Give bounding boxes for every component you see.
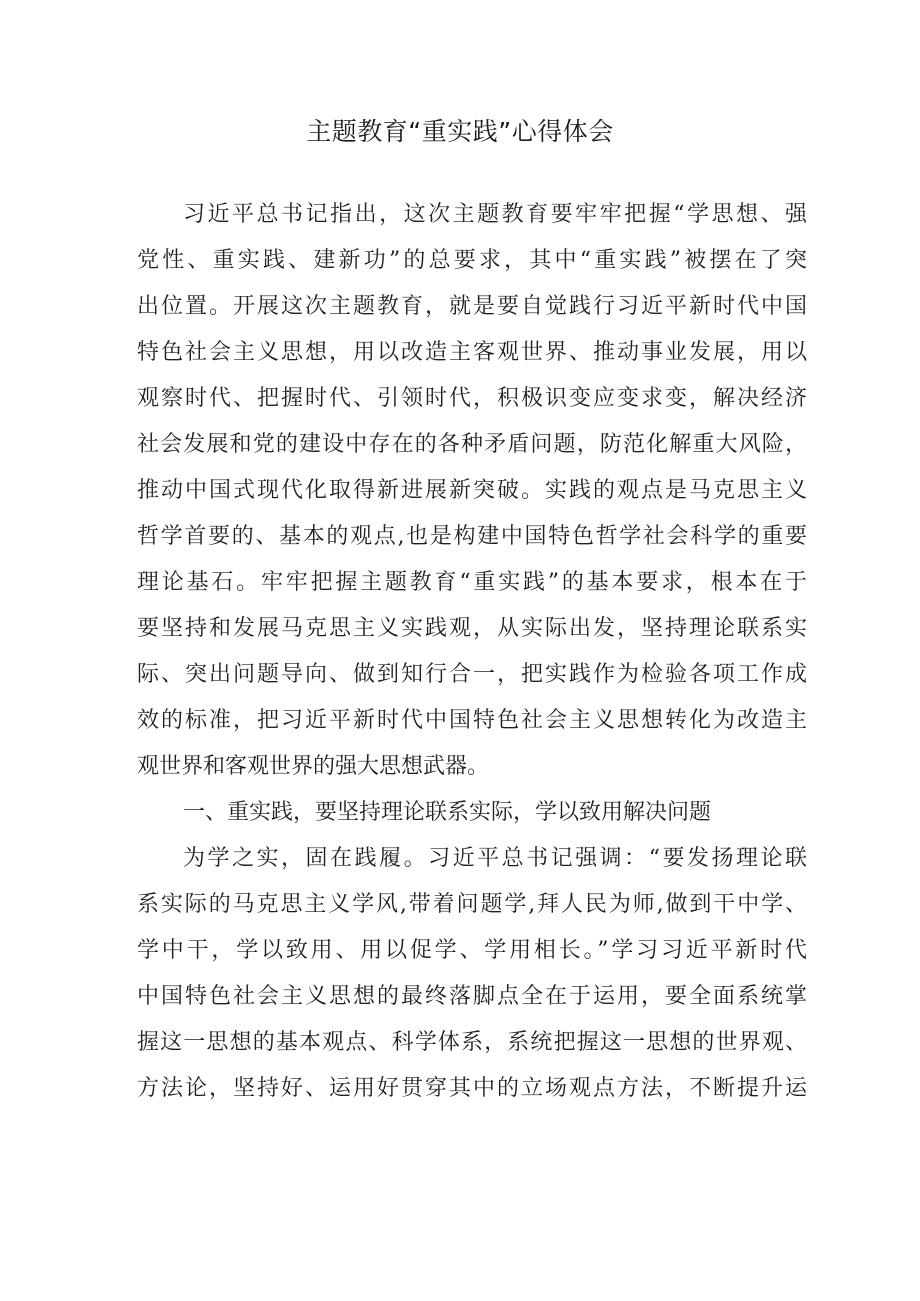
paragraph-line: 中国特色社会主义思想的最终落脚点全在于运用，要全面系统掌 xyxy=(137,984,807,1009)
document-title: 主题教育“重实践”心得体会 xyxy=(306,117,614,146)
paragraph-line: 观察时代、把握时代、引领时代，积极识变应变求变，解决经济 xyxy=(137,386,807,411)
paragraph-line: 握这一思想的基本观点、科学体系，系统把握这一思想的世界观、 xyxy=(137,1030,807,1055)
paragraph-line: 学中干，学以致用、用以促学、学用相长。”学习习近平新时代 xyxy=(137,938,807,963)
paragraph-line: 观世界和客观世界的强大思想武器。 xyxy=(137,754,490,779)
paragraph-line: 要坚持和发展马克思主义实践观，从实际出发，坚持理论联系实 xyxy=(137,616,807,641)
paragraph-line: 习近平总书记指出，这次主题教育要牢牢把握“学思想、强 xyxy=(183,202,807,227)
paragraph-line: 际、突出问题导向、做到知行合一，把实践作为检验各项工作成 xyxy=(137,662,807,687)
paragraph-line: 理论基石。牢牢把握主题教育“重实践”的基本要求，根本在于 xyxy=(137,570,807,595)
paragraph-line: 系实际的马克思主义学风,带着问题学,拜人民为师,做到干中学、 xyxy=(137,892,807,917)
paragraph-line: 社会发展和党的建设中存在的各种矛盾问题，防范化解重大风险， xyxy=(137,432,807,457)
paragraph-line: 效的标准，把习近平新时代中国特色社会主义思想转化为改造主 xyxy=(137,708,807,733)
paragraph-line: 特色社会主义思想，用以改造主客观世界、推动事业发展，用以 xyxy=(137,340,807,365)
paragraph-line: 方法论，坚持好、运用好贯穿其中的立场观点方法，不断提升运 xyxy=(137,1076,807,1101)
paragraph-line: 为学之实，固在践履。习近平总书记强调：“要发扬理论联 xyxy=(183,846,807,871)
section-heading: 一、重实践，要坚持理论联系实际，学以致用解决问题 xyxy=(183,800,712,825)
document-body xyxy=(137,192,807,1112)
paragraph-line: 出位置。开展这次主题教育，就是要自觉践行习近平新时代中国 xyxy=(137,294,807,319)
paragraph-line: 党性、重实践、建新功”的总要求，其中“重实践”被摆在了突 xyxy=(137,248,807,273)
paragraph-line: 推动中国式现代化取得新进展新突破。实践的观点是马克思主义 xyxy=(137,478,807,503)
paragraph-line: 哲学首要的、基本的观点,也是构建中国特色哲学社会科学的重要 xyxy=(137,524,807,549)
